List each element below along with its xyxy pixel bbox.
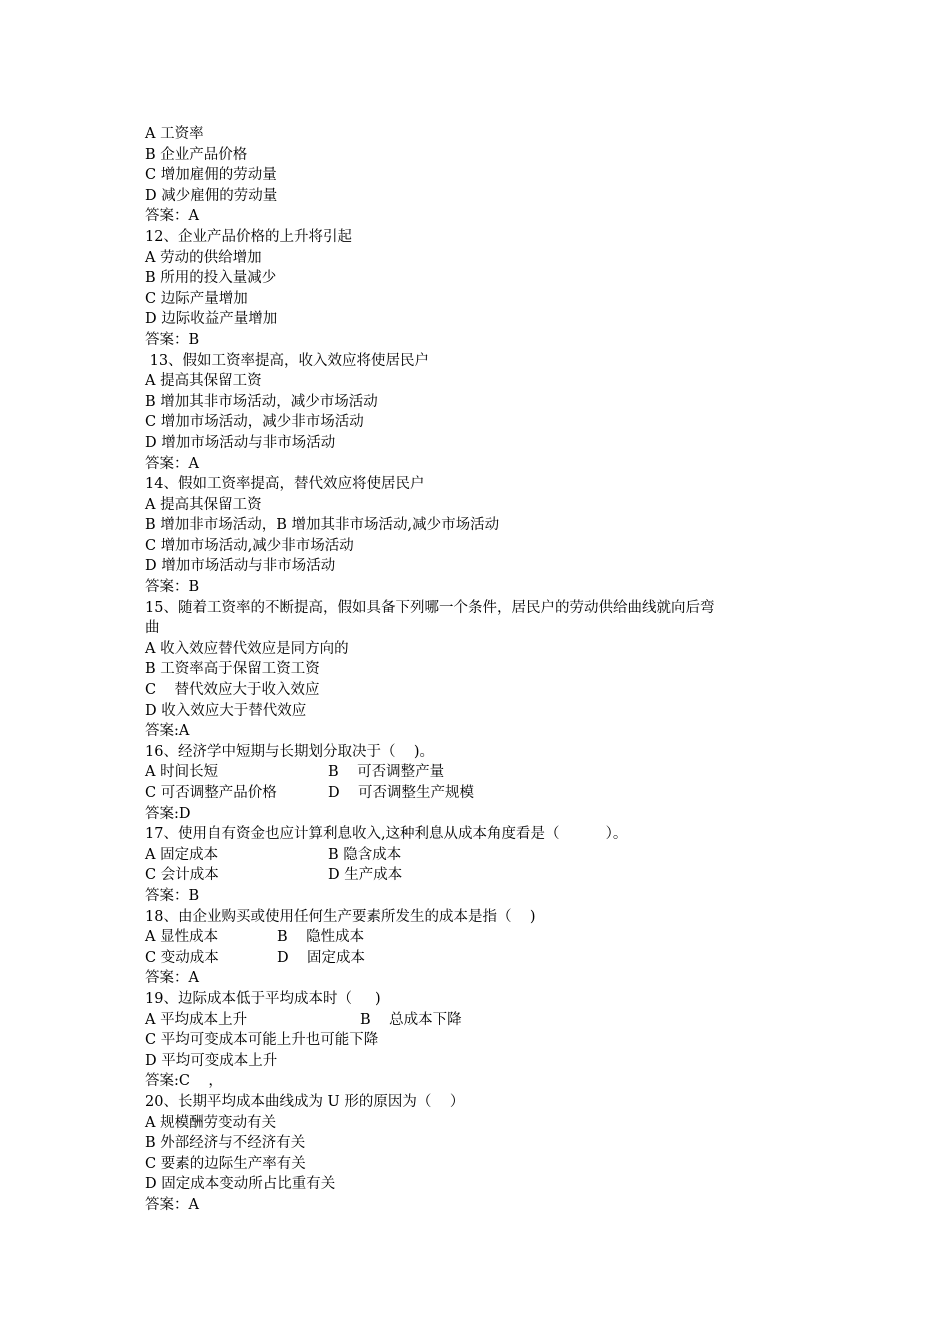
text-line [145,1030,845,1051]
text-line [145,556,845,577]
line-text: C 变动成本 [145,949,219,966]
text-line [145,289,845,310]
line-text: 13、假如工资率提高，收入效应将使居民户 [145,352,430,369]
text-line [145,124,845,145]
line-text: D 平均可变成本上升 [145,1052,278,1069]
line-text: B 工资率高于保留工资工资 [145,661,320,678]
line-text: 答案：B [145,887,200,904]
line-text: D 增加市场活动与非市场活动 [145,434,336,451]
line-text: C 可否调整产品价格 [145,785,277,801]
line-text-right: D 生产成本 [328,867,403,884]
text-line [145,536,845,557]
text-line [145,680,845,701]
line-text: 答案:A [145,723,190,740]
text-line [145,1092,845,1113]
text-line [145,1071,845,1092]
text-line [145,1051,845,1072]
line-text: 14、假如工资率提高，替代效应将使居民户 [145,476,425,493]
text-line [145,392,845,413]
line-text-right: B 总成本下降 [360,1011,462,1028]
text-line [145,454,845,475]
text-line [145,598,845,619]
text-line [145,783,845,804]
text-line [145,927,845,948]
line-text: 18、由企业购买或使用任何生产要素所发生的成本是指（ ) [145,908,536,925]
line-text: D 边际收益产量增加 [145,311,278,328]
text-line [145,1174,845,1195]
text-line [145,907,845,928]
text-line [145,165,845,186]
line-text-right: D 可否调整生产规模 [328,785,475,801]
line-text: A 收入效应替代效应是同方向的 [145,640,349,657]
text-line [145,474,845,495]
text-line [145,1154,845,1175]
line-text: 答案：A [145,208,199,225]
line-text: A 时间长短 [145,764,219,781]
line-text: C 增加雇佣的劳动量 [145,167,277,184]
text-line [145,721,845,742]
text-line [145,371,845,392]
line-text-right: B 隐含成本 [328,846,402,863]
document-body [145,124,845,1215]
line-text: 16、经济学中短期与长期划分取决于（ )。 [145,743,435,760]
line-text: 答案：B [145,331,200,348]
line-text: 答案：A [145,1196,199,1213]
text-line [145,865,845,886]
line-text: A 提高其保留工资 [145,496,262,513]
line-text: 19、边际成本低于平均成本时（ ) [145,990,381,1007]
line-text: D 增加市场活动与非市场活动 [145,558,336,575]
line-text: A 固定成本 [145,846,219,863]
text-line [145,515,845,536]
text-line [145,433,845,454]
text-line [145,618,845,639]
text-line [145,351,845,372]
text-line [145,206,845,227]
text-line [145,1195,845,1216]
line-text: 15、随着工资率的不断提高，假如具备下列哪一个条件，居民户的劳动供给曲线就向后弯 [145,599,715,616]
text-line [145,577,845,598]
text-line [145,1010,845,1031]
line-text-right: B 可否调整产量 [328,764,445,781]
text-line [145,330,845,351]
text-line [145,968,845,989]
text-line [145,762,845,783]
text-line [145,227,845,248]
line-text: A 平均成本上升 [145,1011,248,1028]
line-text: C 增加市场活动，减少非市场活动 [145,414,364,431]
text-line [145,1133,845,1154]
text-line [145,742,845,763]
text-line [145,1113,845,1134]
text-line [145,948,845,969]
line-text: A 劳动的供给增加 [145,249,262,266]
text-line [145,186,845,207]
line-text: C 会计成本 [145,867,219,884]
line-text: 20、长期平均成本曲线成为 U 形的原因为（ ） [145,1093,465,1110]
line-text: D 减少雇佣的劳动量 [145,187,278,204]
line-text-right: D 固定成本 [277,949,366,966]
line-text: 答案：A [145,455,199,472]
line-text: A 工资率 [145,126,204,142]
text-line [145,824,845,845]
line-text: B 企业产品价格 [145,146,248,163]
text-line [145,804,845,825]
line-text: D 收入效应大于替代效应 [145,702,307,719]
text-line [145,248,845,269]
line-text: C 边际产量增加 [145,290,248,307]
line-text: B 增加其非市场活动，减少市场活动 [145,393,378,410]
text-line [145,495,845,516]
line-text: 曲 [145,620,160,637]
line-text: C 增加市场活动,减少非市场活动 [145,537,354,554]
text-line [145,701,845,722]
line-text: 答案:C ， [145,1073,223,1090]
line-text: C 要素的边际生产率有关 [145,1155,306,1172]
line-text: C 平均可变成本可能上升也可能下降 [145,1032,379,1049]
text-line [145,268,845,289]
line-text: 17、使用自有资金也应计算利息收入,这种利息从成本角度看是（ ）。 [145,826,628,843]
line-text: 12、企业产品价格的上升将引起 [145,228,352,245]
text-line [145,412,845,433]
line-text: 答案：B [145,579,200,596]
text-line [145,659,845,680]
line-text: C 替代效应大于收入效应 [145,682,320,699]
line-text: B 所用的投入量减少 [145,270,277,287]
text-line [145,989,845,1010]
line-text: A 提高其保留工资 [145,373,262,390]
text-line [145,309,845,330]
text-line [145,639,845,660]
text-line [145,145,845,166]
line-text: A 显性成本 [145,929,219,946]
text-line [145,886,845,907]
text-line [145,845,845,866]
line-text: A 规模酬劳变动有关 [145,1114,277,1131]
line-text: B 外部经济与不经济有关 [145,1135,306,1152]
line-text: D 固定成本变动所占比重有关 [145,1176,336,1193]
line-text-right: B 隐性成本 [277,929,365,946]
line-text: B 增加非市场活动，B 增加其非市场活动,减少市场活动 [145,517,500,534]
line-text: 答案:D [145,805,191,822]
line-text: 答案：A [145,970,199,987]
